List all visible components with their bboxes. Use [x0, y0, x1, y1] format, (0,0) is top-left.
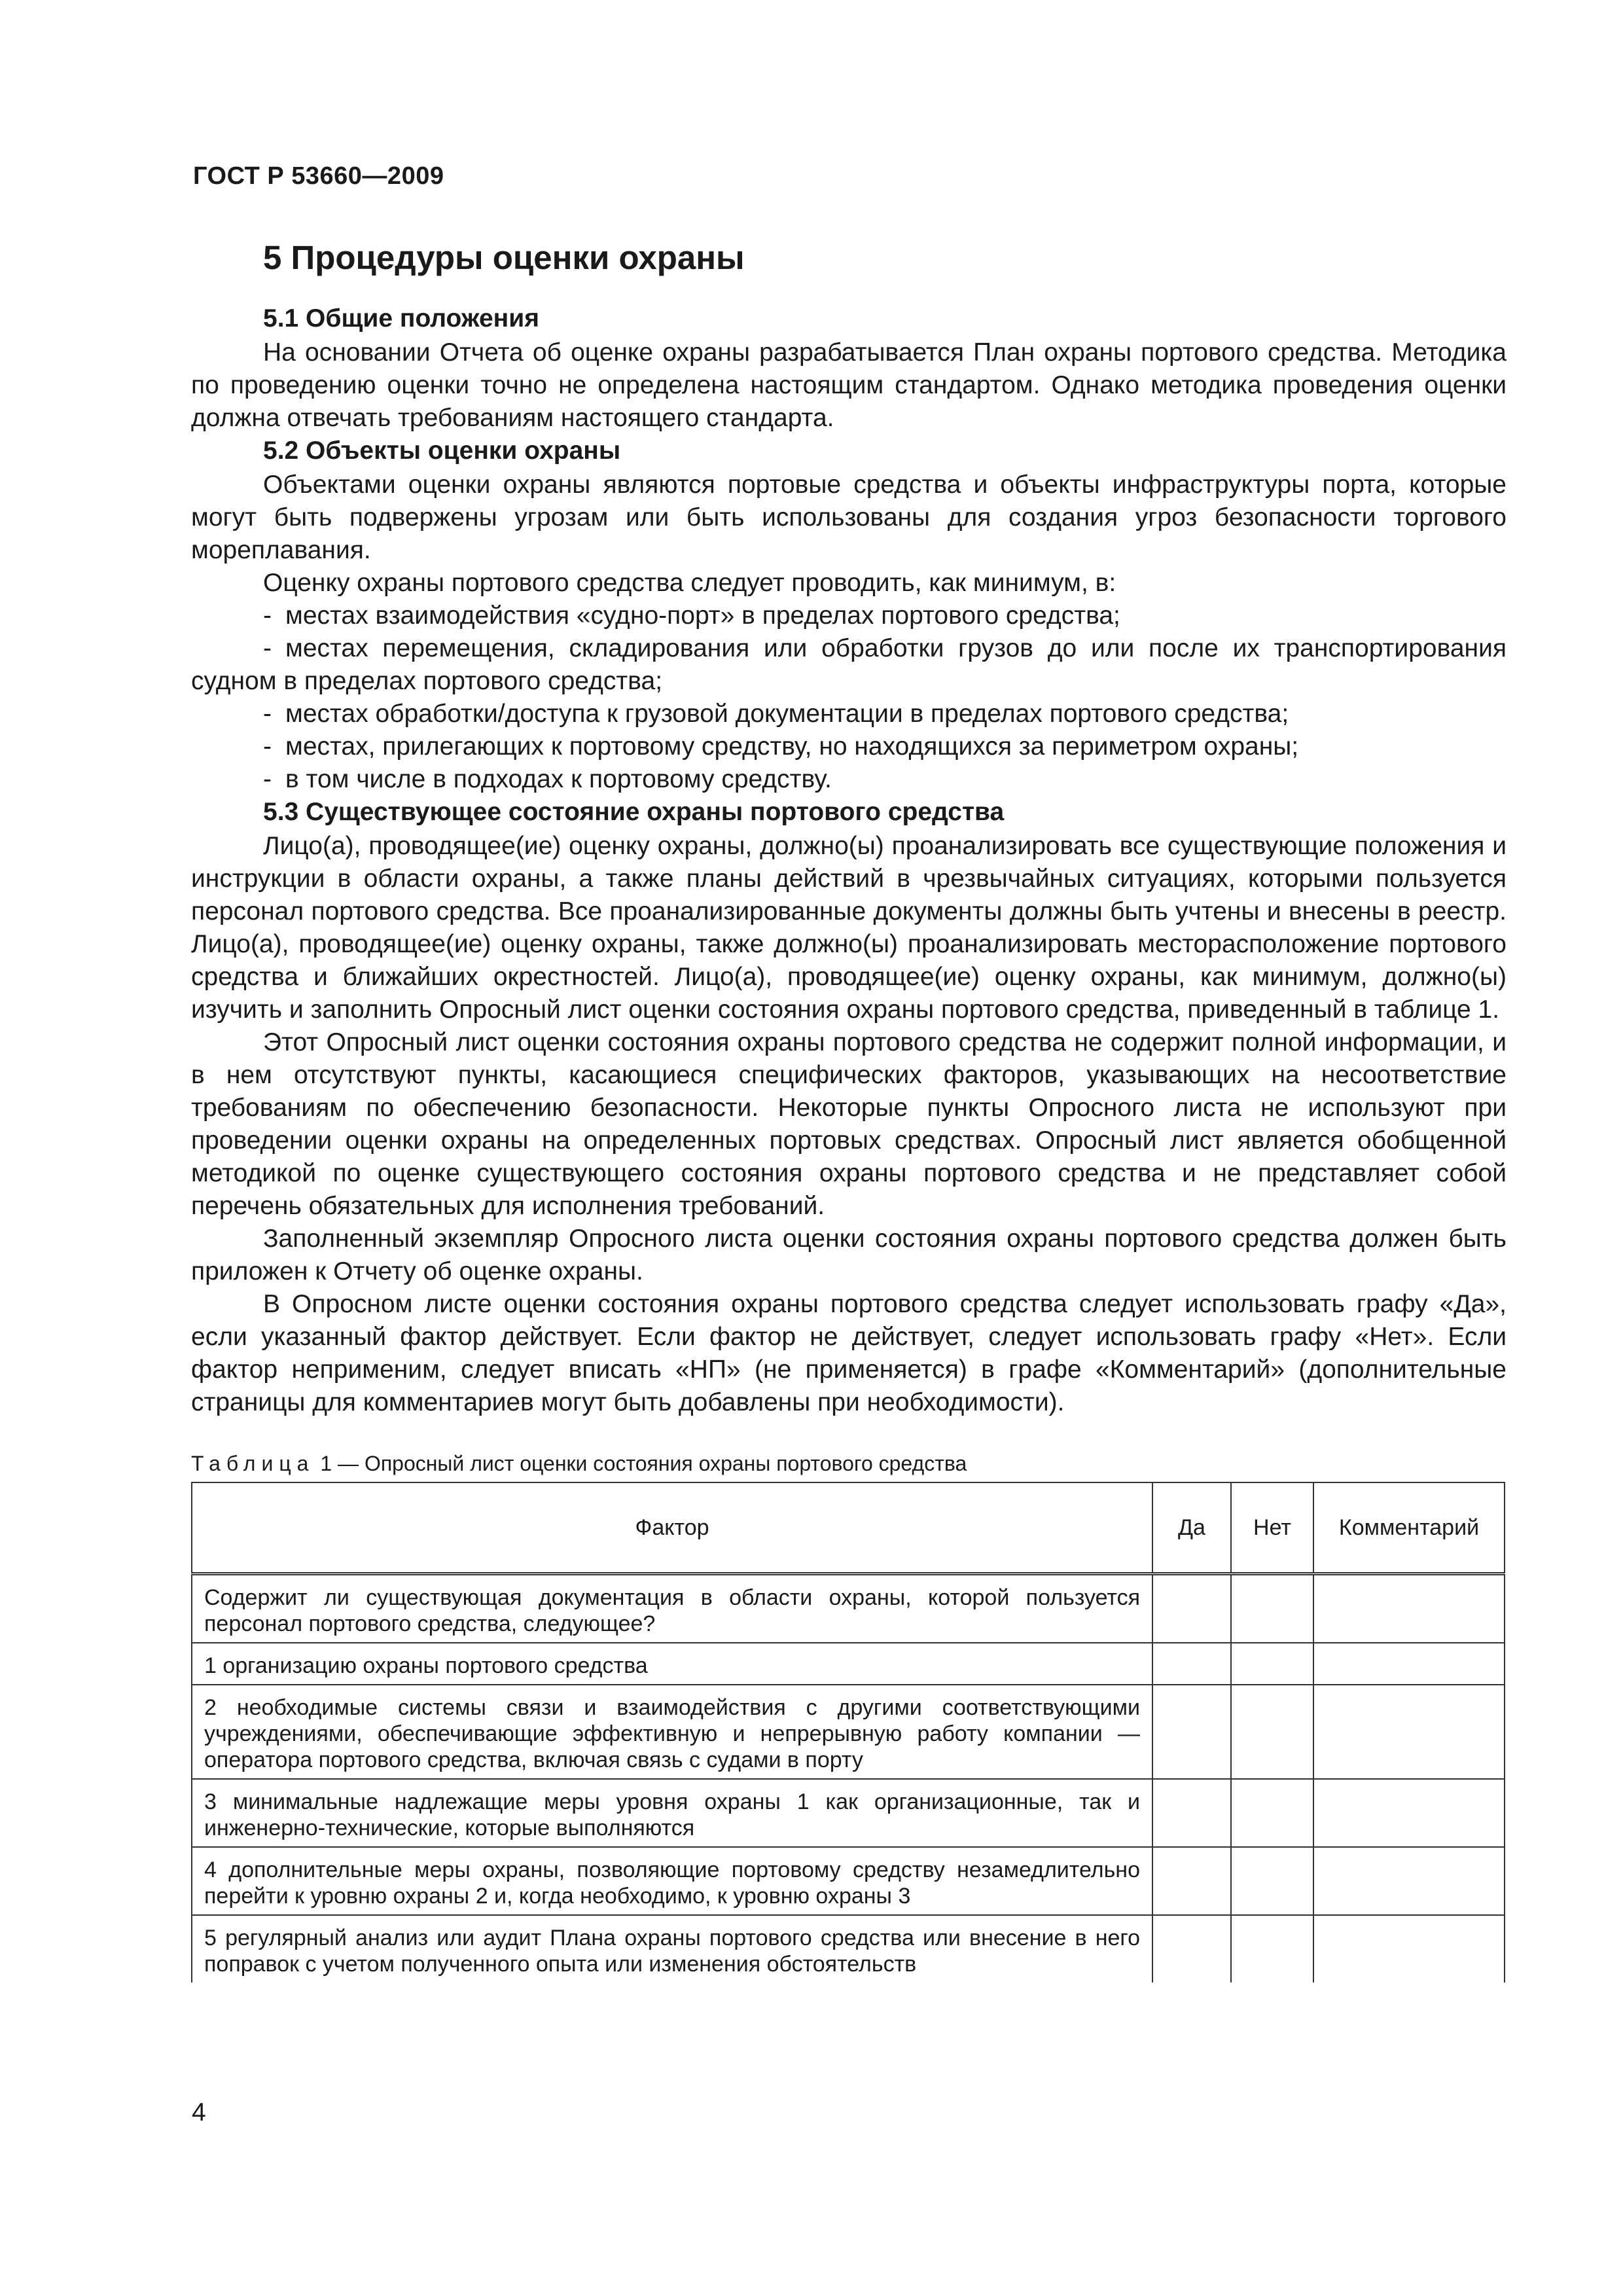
page-number: 4	[192, 2098, 206, 2126]
paragraph: На основании Отчета об оценке охраны разрабатывается План охраны портового средства. Методика по проведению оценки точно не определена настоящим стандартом. Однако методика проведения оценки должна отвечать требованиям настоящего стандарта.	[191, 338, 1507, 432]
header-comment: Комментарий	[1313, 1482, 1505, 1574]
comment-cell	[1313, 1685, 1505, 1779]
header-factor: Фактор	[192, 1482, 1152, 1574]
list-item: - местах, прилегающих к портовому средству, но находящихся за периметром охраны;	[191, 730, 1507, 763]
table-row	[192, 1779, 1505, 1847]
factor-cell: Содержит ли существующая документация в области охраны, которой пользуется персонал портового средства, следующее?	[192, 1574, 1152, 1643]
dash-marker: -	[263, 700, 272, 728]
factor-cell: 4 дополнительные меры охраны, позволяющие портовому средству незамедлительно перейти к уровню охраны 2 и, когда необходимо, к уровню охраны 3	[192, 1847, 1152, 1915]
dash-marker: -	[263, 732, 272, 761]
list-item: - в том числе в подходах к портовому средству.	[191, 763, 1507, 796]
paragraph: Заполненный экземпляр Опросного листа оценки состояния охраны портового средства должен быть приложен к Отчету об оценке охраны.	[191, 1225, 1507, 1285]
no-cell	[1231, 1847, 1313, 1915]
location-list	[191, 600, 1507, 796]
yes-cell	[1152, 1847, 1231, 1915]
table-caption	[191, 1450, 1507, 1477]
yes-cell	[1152, 1643, 1231, 1685]
list-item: - местах обработки/доступа к грузовой документации в пределах портового средства;	[191, 698, 1507, 730]
no-cell	[1231, 1915, 1313, 1982]
comment-cell	[1313, 1847, 1505, 1915]
yes-cell	[1152, 1779, 1231, 1847]
comment-cell	[1313, 1779, 1505, 1847]
table-row	[192, 1847, 1505, 1915]
paragraph: Лицо(а), проводящее(ие) оценку охраны, должно(ы) проанализировать все существующие положения и инструкции в области охраны, а также планы действий в чрезвычайных ситуациях, которыми пользуется персонал портового средства. Все проанализированные документы должны быть учтены и внесены в реестр. Лицо(а), проводящее(ие) оценку охраны, также должно(ы) проанализировать месторасположение портового средства и ближайших окрестностей. Лицо(а), проводящее(ие) оценку охраны, как минимум, должно(ы) изучить и заполнить Опросный лист оценки состояния охраны портового средства, приведенный в таблице 1.	[191, 832, 1507, 1024]
dash-marker: -	[263, 765, 272, 793]
list-item: - местах взаимодействия «судно-порт» в пределах портового средства;	[191, 600, 1507, 632]
no-cell	[1231, 1574, 1313, 1643]
table-header-row	[192, 1482, 1505, 1574]
factor-cell: 1 организацию охраны портового средства	[192, 1643, 1152, 1685]
paragraph: Этот Опросный лист оценки состояния охраны портового средства не содержит полной информации, и в нем отсутствуют пункты, касающиеся специфических факторов, указывающих на несоответствие требованиям по обеспечению безопасности. Некоторые пункты Опросного листа не используют при проведении оценки охраны на определенных портовых средствах. Опросный лист является обобщенной методикой по оценке существующего состояния охраны портового средства и не представляет собой перечень обязательных для исполнения требований.	[191, 1028, 1507, 1220]
header-no: Нет	[1231, 1482, 1313, 1574]
no-cell	[1231, 1779, 1313, 1847]
comment-cell	[1313, 1643, 1505, 1685]
subsection-5-3-title: 5.3 Существующее состояние охраны портового средства	[263, 798, 1005, 826]
dash-marker: -	[263, 634, 272, 662]
table-row	[192, 1915, 1505, 1982]
comment-cell	[1313, 1915, 1505, 1982]
section-title: 5 Процедуры оценки охраны	[263, 239, 745, 276]
yes-cell	[1152, 1574, 1231, 1643]
questionnaire-table	[191, 1482, 1505, 1982]
comment-cell	[1313, 1574, 1505, 1643]
table-row	[192, 1685, 1505, 1779]
header-yes: Да	[1152, 1482, 1231, 1574]
page-content	[191, 236, 1507, 1982]
factor-cell: 2 необходимые системы связи и взаимодействия с другими соответствующими учреждениями, обеспечивающие эффективную и непрерывную работу компании — оператора портового средства, включая связь с судами в порту	[192, 1685, 1152, 1779]
paragraph: Оценку охраны портового средства следует проводить, как минимум, в:	[263, 569, 1116, 597]
paragraph: В Опросном листе оценки состояния охраны портового средства следует использовать графу «Да», если указанный фактор действует. Если фактор не действует, следует использовать графу «Нет». Если фактор неприменим, следует вписать «НП» (не применяется) в графе «Комментарий» (дополнительные страницы для комментариев могут быть добавлены при необходимости).	[191, 1290, 1507, 1416]
table-row	[192, 1574, 1505, 1643]
table-caption-label: Таблица	[191, 1452, 315, 1475]
list-item: - местах перемещения, складирования или обработки грузов до или после их транспортирования судном в пределах портового средства;	[191, 632, 1507, 698]
table-caption-text: 1 — Опросный лист оценки состояния охраны портового средства	[314, 1452, 967, 1475]
yes-cell	[1152, 1915, 1231, 1982]
subsection-5-2-title: 5.2 Объекты оценки охраны	[263, 437, 621, 465]
yes-cell	[1152, 1685, 1231, 1779]
no-cell	[1231, 1685, 1313, 1779]
subsection-5-1-title: 5.1 Общие положения	[263, 304, 539, 332]
table-row	[192, 1643, 1505, 1685]
factor-cell: 3 минимальные надлежащие меры уровня охраны 1 как организационные, так и инженерно-технические, которые выполняются	[192, 1779, 1152, 1847]
factor-cell: 5 регулярный анализ или аудит Плана охраны портового средства или внесение в него поправок с учетом полученного опыта или изменения обстоятельств	[192, 1915, 1152, 1982]
no-cell	[1231, 1643, 1313, 1685]
dash-marker: -	[263, 601, 272, 630]
paragraph: Объектами оценки охраны являются портовые средства и объекты инфраструктуры порта, которые могут быть подвержены угрозам или быть использованы для создания угроз безопасности торгового мореплавания.	[191, 471, 1507, 564]
standard-code-header: ГОСТ Р 53660—2009	[193, 162, 444, 190]
